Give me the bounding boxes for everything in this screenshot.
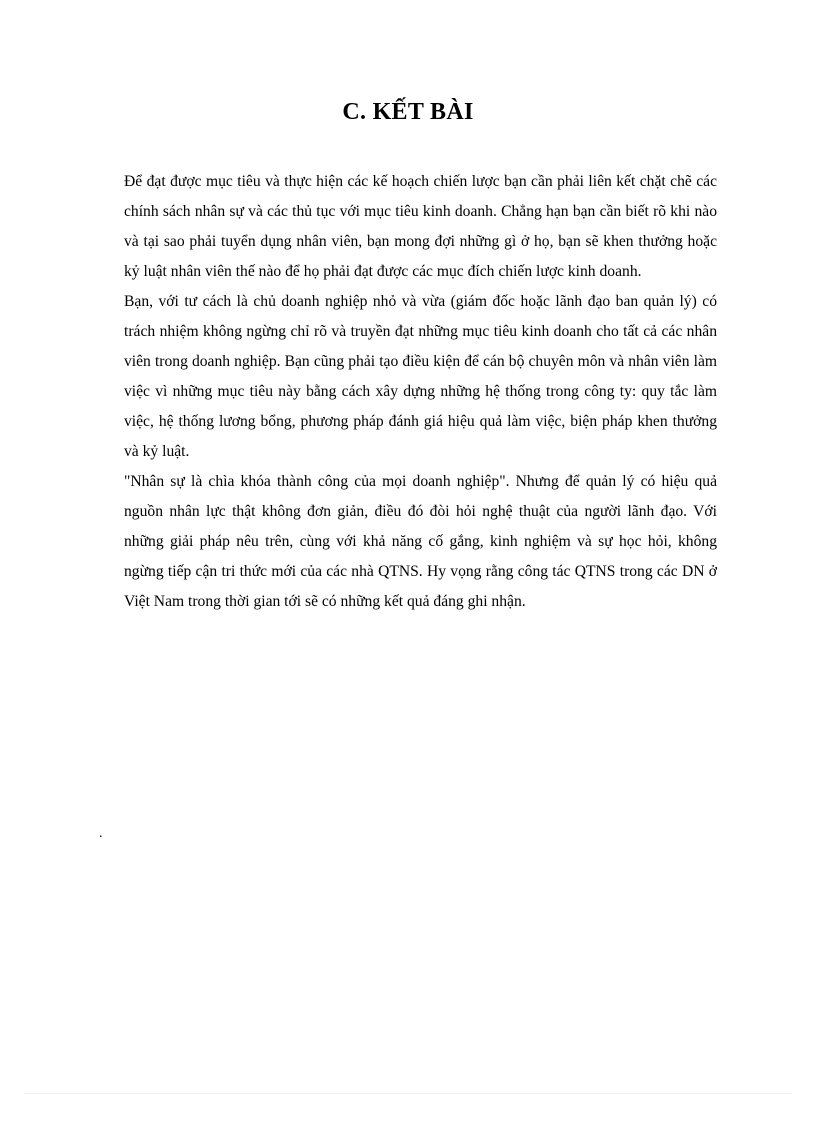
trailing-period: . [99,826,103,841]
section-title: C. KẾT BÀI [342,99,474,125]
paragraph-conclusion: "Nhân sự là chìa khóa thành công của mọi doanh nghiệp". Nhưng để quản lý có hiệu quả nguồn nhân lực thật không đơn giản, điều đó đòi hỏi nghệ thuật của người lãnh đạo. Với những giải pháp nêu trên, cùng với khả năng cố gắng, kinh nghiệm và sự học hỏi, không ngừng tiếp cận tri thức mới của các nhà QTNS. Hy vọng rằng công tác QTNS trong các DN ở Việt Nam trong thời gian tới sẽ có những kết quả đáng ghi nhận. [124,473,717,610]
body-text [124,167,717,617]
page-bottom-divider [24,1093,792,1094]
paragraph-responsibility: Bạn, với tư cách là chủ doanh nghiệp nhỏ và vừa (giám đốc hoặc lãnh đạo ban quản lý) có trách nhiệm không ngừng chỉ rõ và truyền đạt những mục tiêu kinh doanh cho tất cả các nhân viên trong doanh nghiệp. Bạn cũng phải tạo điều kiện để cán bộ chuyên môn và nhân viên làm việc vì những mục tiêu này bằng cách xây dựng những hệ thống trong công ty: quy tắc làm việc, hệ thống lương bổng, phương pháp đánh giá hiệu quả làm việc, biện pháp khen thưởng và kỷ luật. [124,293,717,460]
paragraph-goals: Để đạt được mục tiêu và thực hiện các kế hoạch chiến lược bạn cần phải liên kết chặt chẽ các chính sách nhân sự và các thủ tục với mục tiêu kinh doanh. Chẳng hạn bạn cần biết rõ khi nào và tại sao phải tuyển dụng nhân viên, bạn mong đợi những gì ở họ, bạn sẽ khen thưởng hoặc kỷ luật nhân viên thế nào để họ phải đạt được các mục đích chiến lược kinh doanh. [124,173,717,280]
